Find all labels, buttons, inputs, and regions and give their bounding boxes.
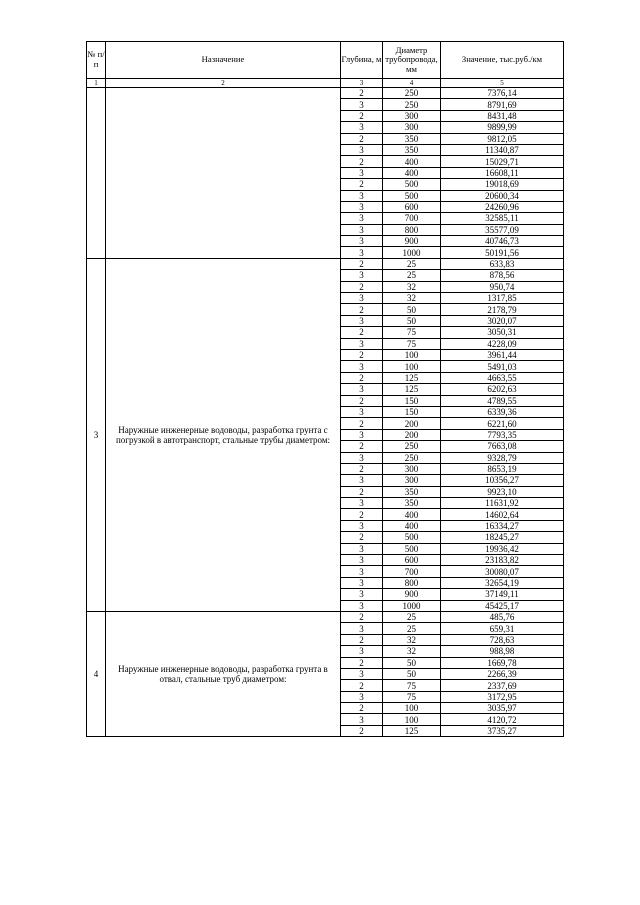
- value-cell: 4228,09: [441, 338, 564, 349]
- value-cell: 1317,85: [441, 293, 564, 304]
- depth-cell: 3: [341, 600, 383, 611]
- depth-cell: 3: [341, 201, 383, 212]
- diameter-cell: 75: [383, 327, 441, 338]
- value-cell: 7663,08: [441, 441, 564, 452]
- depth-cell: 2: [341, 258, 383, 269]
- diameter-cell: 600: [383, 555, 441, 566]
- column-number: 3: [341, 79, 383, 88]
- diameter-cell: 25: [383, 611, 441, 622]
- column-number: 1: [87, 79, 106, 88]
- diameter-cell: 500: [383, 190, 441, 201]
- value-cell: 9812,05: [441, 133, 564, 144]
- value-cell: 8791,69: [441, 99, 564, 110]
- diameter-cell: 100: [383, 361, 441, 372]
- depth-cell: 2: [341, 657, 383, 668]
- diameter-cell: 125: [383, 384, 441, 395]
- depth-cell: 3: [341, 99, 383, 110]
- header-diameter: Диаметр трубопровода, мм: [383, 42, 441, 79]
- diameter-cell: 150: [383, 395, 441, 406]
- depth-cell: 3: [341, 213, 383, 224]
- diameter-cell: 400: [383, 509, 441, 520]
- diameter-cell: 100: [383, 349, 441, 360]
- diameter-cell: 800: [383, 577, 441, 588]
- value-cell: 16334,27: [441, 520, 564, 531]
- value-cell: 878,56: [441, 270, 564, 281]
- depth-cell: 3: [341, 236, 383, 247]
- depth-cell: 3: [341, 190, 383, 201]
- value-cell: 988,98: [441, 646, 564, 657]
- column-number: 4: [383, 79, 441, 88]
- value-cell: 2337,69: [441, 680, 564, 691]
- value-cell: 7376,14: [441, 88, 564, 99]
- value-cell: 50191,56: [441, 247, 564, 258]
- value-cell: 24260,96: [441, 201, 564, 212]
- depth-cell: 3: [341, 406, 383, 417]
- diameter-cell: 600: [383, 201, 441, 212]
- table-body: [87, 88, 564, 737]
- diameter-cell: 1000: [383, 600, 441, 611]
- diameter-cell: 400: [383, 167, 441, 178]
- diameter-cell: 350: [383, 498, 441, 509]
- depth-cell: 2: [341, 88, 383, 99]
- diameter-cell: 1000: [383, 247, 441, 258]
- diameter-cell: 32: [383, 634, 441, 645]
- depth-cell: 3: [341, 452, 383, 463]
- value-cell: 485,76: [441, 611, 564, 622]
- diameter-cell: 500: [383, 179, 441, 190]
- depth-cell: 2: [341, 611, 383, 622]
- value-cell: 8653,19: [441, 463, 564, 474]
- diameter-cell: 50: [383, 315, 441, 326]
- diameter-cell: 500: [383, 532, 441, 543]
- column-number: 5: [441, 79, 564, 88]
- diameter-cell: 50: [383, 304, 441, 315]
- depth-cell: 2: [341, 463, 383, 474]
- depth-cell: 3: [341, 361, 383, 372]
- depth-cell: 3: [341, 498, 383, 509]
- depth-cell: 2: [341, 133, 383, 144]
- table-row: [87, 258, 564, 269]
- diameter-cell: 250: [383, 452, 441, 463]
- diameter-cell: 350: [383, 133, 441, 144]
- group-number: 3: [87, 258, 106, 611]
- depth-cell: 3: [341, 520, 383, 531]
- value-cell: 19936,42: [441, 543, 564, 554]
- value-cell: 728,63: [441, 634, 564, 645]
- diameter-cell: 350: [383, 486, 441, 497]
- column-number: 2: [106, 79, 341, 88]
- value-cell: 4120,72: [441, 714, 564, 725]
- depth-cell: 2: [341, 703, 383, 714]
- depth-cell: 2: [341, 327, 383, 338]
- diameter-cell: 700: [383, 213, 441, 224]
- diameter-cell: 250: [383, 441, 441, 452]
- value-cell: 2266,39: [441, 668, 564, 679]
- depth-cell: 2: [341, 441, 383, 452]
- diameter-cell: 200: [383, 418, 441, 429]
- diameter-cell: 32: [383, 281, 441, 292]
- value-cell: 11340,87: [441, 144, 564, 155]
- diameter-cell: 32: [383, 293, 441, 304]
- value-cell: 3050,31: [441, 327, 564, 338]
- depth-cell: 2: [341, 418, 383, 429]
- depth-cell: 2: [341, 281, 383, 292]
- diameter-cell: 50: [383, 657, 441, 668]
- value-cell: 9923,10: [441, 486, 564, 497]
- value-cell: 32654,19: [441, 577, 564, 588]
- value-cell: 3961,44: [441, 349, 564, 360]
- value-cell: 3735,27: [441, 725, 564, 736]
- tariff-table: [86, 41, 564, 737]
- depth-cell: 2: [341, 634, 383, 645]
- depth-cell: 2: [341, 532, 383, 543]
- value-cell: 16608,11: [441, 167, 564, 178]
- depth-cell: 2: [341, 349, 383, 360]
- value-cell: 3172,95: [441, 691, 564, 702]
- depth-cell: 3: [341, 224, 383, 235]
- depth-cell: 3: [341, 543, 383, 554]
- value-cell: 5491,03: [441, 361, 564, 372]
- column-number-row: [87, 79, 564, 88]
- value-cell: 40746,73: [441, 236, 564, 247]
- value-cell: 1669,78: [441, 657, 564, 668]
- depth-cell: 2: [341, 372, 383, 383]
- table-row: [87, 88, 564, 99]
- diameter-cell: 300: [383, 122, 441, 133]
- value-cell: 4663,55: [441, 372, 564, 383]
- diameter-cell: 800: [383, 224, 441, 235]
- depth-cell: 3: [341, 167, 383, 178]
- diameter-cell: 900: [383, 589, 441, 600]
- diameter-cell: 50: [383, 668, 441, 679]
- depth-cell: 3: [341, 555, 383, 566]
- depth-cell: 3: [341, 589, 383, 600]
- depth-cell: 2: [341, 486, 383, 497]
- value-cell: 9899,99: [441, 122, 564, 133]
- depth-cell: 2: [341, 395, 383, 406]
- group-description: Наружные инженерные водоводы, разработка грунта в отвал, стальные труб диаметром:: [106, 611, 341, 736]
- depth-cell: 3: [341, 247, 383, 258]
- depth-cell: 3: [341, 315, 383, 326]
- diameter-cell: 300: [383, 110, 441, 121]
- depth-cell: 2: [341, 110, 383, 121]
- diameter-cell: 75: [383, 338, 441, 349]
- diameter-cell: 250: [383, 99, 441, 110]
- header-depth: Глубина, м: [341, 42, 383, 79]
- depth-cell: 3: [341, 646, 383, 657]
- depth-cell: 2: [341, 680, 383, 691]
- depth-cell: 3: [341, 270, 383, 281]
- diameter-cell: 400: [383, 156, 441, 167]
- value-cell: 37149,11: [441, 589, 564, 600]
- depth-cell: 3: [341, 384, 383, 395]
- diameter-cell: 300: [383, 475, 441, 486]
- group-description: [106, 88, 341, 259]
- diameter-cell: 75: [383, 691, 441, 702]
- header-num: № п/п: [87, 42, 106, 79]
- diameter-cell: 500: [383, 543, 441, 554]
- group-number: [87, 88, 106, 259]
- diameter-cell: 900: [383, 236, 441, 247]
- value-cell: 8431,48: [441, 110, 564, 121]
- header-purpose: Назначение: [106, 42, 341, 79]
- diameter-cell: 350: [383, 144, 441, 155]
- diameter-cell: 250: [383, 88, 441, 99]
- depth-cell: 2: [341, 304, 383, 315]
- value-cell: 6221,60: [441, 418, 564, 429]
- depth-cell: 3: [341, 714, 383, 725]
- value-cell: 32585,11: [441, 213, 564, 224]
- value-cell: 30080,07: [441, 566, 564, 577]
- value-cell: 6339,36: [441, 406, 564, 417]
- depth-cell: 3: [341, 566, 383, 577]
- value-cell: 633,83: [441, 258, 564, 269]
- value-cell: 6202,63: [441, 384, 564, 395]
- diameter-cell: 125: [383, 725, 441, 736]
- depth-cell: 3: [341, 144, 383, 155]
- value-cell: 10356,27: [441, 475, 564, 486]
- value-cell: 20600,34: [441, 190, 564, 201]
- value-cell: 3035,97: [441, 703, 564, 714]
- depth-cell: 3: [341, 691, 383, 702]
- value-cell: 2178,79: [441, 304, 564, 315]
- value-cell: 19018,69: [441, 179, 564, 190]
- depth-cell: 3: [341, 429, 383, 440]
- depth-cell: 3: [341, 338, 383, 349]
- depth-cell: 2: [341, 725, 383, 736]
- depth-cell: 2: [341, 179, 383, 190]
- diameter-cell: 400: [383, 520, 441, 531]
- value-cell: 35577,09: [441, 224, 564, 235]
- value-cell: 7793,35: [441, 429, 564, 440]
- value-cell: 3020,07: [441, 315, 564, 326]
- group-description: Наружные инженерные водоводы, разработка грунта с погрузкой в автотранспорт, стальные трубы диаметром:: [106, 258, 341, 611]
- depth-cell: 3: [341, 577, 383, 588]
- diameter-cell: 200: [383, 429, 441, 440]
- diameter-cell: 25: [383, 623, 441, 634]
- diameter-cell: 150: [383, 406, 441, 417]
- depth-cell: 3: [341, 122, 383, 133]
- value-cell: 15029,71: [441, 156, 564, 167]
- diameter-cell: 700: [383, 566, 441, 577]
- table-row: [87, 611, 564, 622]
- value-cell: 11631,92: [441, 498, 564, 509]
- depth-cell: 2: [341, 509, 383, 520]
- diameter-cell: 125: [383, 372, 441, 383]
- value-cell: 9328,79: [441, 452, 564, 463]
- diameter-cell: 25: [383, 270, 441, 281]
- diameter-cell: 25: [383, 258, 441, 269]
- value-cell: 14602,64: [441, 509, 564, 520]
- value-cell: 950,74: [441, 281, 564, 292]
- value-cell: 659,31: [441, 623, 564, 634]
- depth-cell: 3: [341, 668, 383, 679]
- depth-cell: 3: [341, 293, 383, 304]
- group-number: 4: [87, 611, 106, 736]
- value-cell: 23183,82: [441, 555, 564, 566]
- table-header: [87, 42, 564, 88]
- depth-cell: 2: [341, 156, 383, 167]
- diameter-cell: 300: [383, 463, 441, 474]
- value-cell: 4789,55: [441, 395, 564, 406]
- depth-cell: 3: [341, 475, 383, 486]
- diameter-cell: 32: [383, 646, 441, 657]
- header-value: Значение, тыс.руб./км: [441, 42, 564, 79]
- diameter-cell: 100: [383, 703, 441, 714]
- value-cell: 18245,27: [441, 532, 564, 543]
- diameter-cell: 100: [383, 714, 441, 725]
- diameter-cell: 75: [383, 680, 441, 691]
- depth-cell: 3: [341, 623, 383, 634]
- value-cell: 45425,17: [441, 600, 564, 611]
